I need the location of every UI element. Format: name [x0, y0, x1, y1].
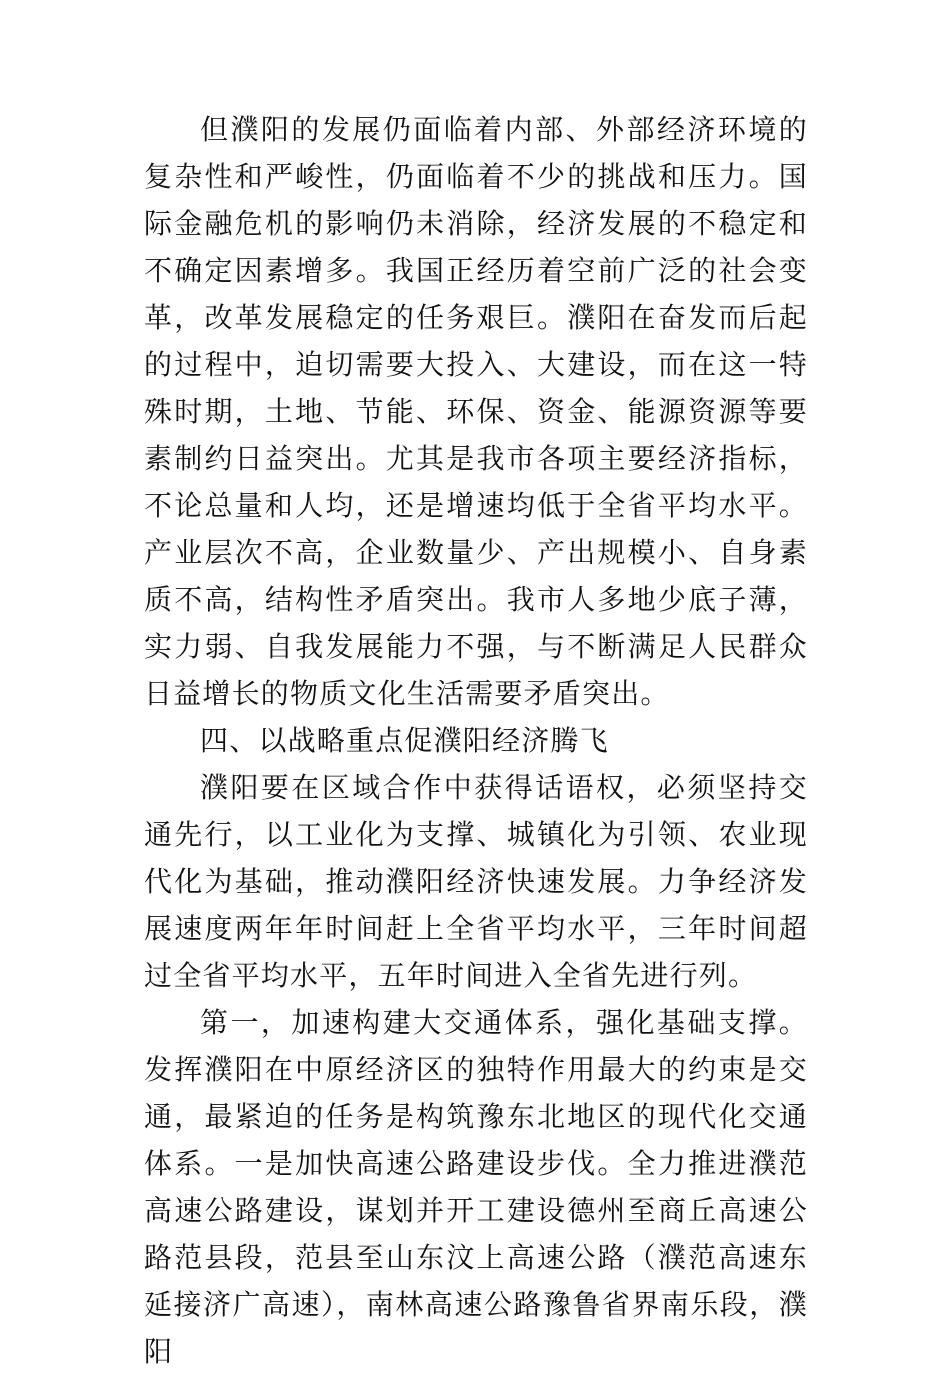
paragraph-challenges: 但濮阳的发展仍面临着内部、外部经济环境的复杂性和严峻性，仍面临着不少的挑战和压力。国际金融危机的影响仍未消除，经济发展的不稳定和不确定因素增多。我国正经历着空前广泛的社会变革，改革发展稳定的任务艰巨。濮阳在奋发而后起的过程中，迫切需要大投入、大建设，而在这一特殊时期，土地、节能、环保、资金、能源资源等要素制约日益突出。尤其是我市各项主要经济指标，不论总量和人均，还是增速均低于全省平均水平。产业层次不高，企业数量少、产出规模小、自身素质不高，结构性矛盾突出。我市人多地少底子薄，实力弱、自我发展能力不强，与不断满足人民群众日益增长的物质文化生活需要矛盾突出。: [144, 113, 808, 710]
section-heading-four: 四、以战略重点促濮阳经济腾飞: [200, 724, 609, 757]
paragraph-transport-system: 第一，加速构建大交通体系，强化基础支撑。发挥濮阳在中原经济区的独特作用最大的约束是交通，最紧迫的任务是构筑豫东北地区的现代化交通体系。一是加快高速公路建设步伐。全力推进濮范高速公路建设，谋划并开工建设德州至商丘高速公路范县段，范县至山东汶上高速公路（濮范高速东延接济广高速），南林高速公路豫鲁省界南乐段，濮阳: [144, 1006, 808, 1368]
paragraph-strategy-goals: 濮阳要在区域合作中获得话语权，必须坚持交通先行，以工业化为支撑、城镇化为引领、农业现代化为基础，推动濮阳经济快速发展。力争经济发展速度两年年时间赶上全省平均水平，三年时间超过全省平均水平，五年时间进入全省先进行列。: [144, 771, 808, 992]
document-body: [144, 106, 808, 1375]
